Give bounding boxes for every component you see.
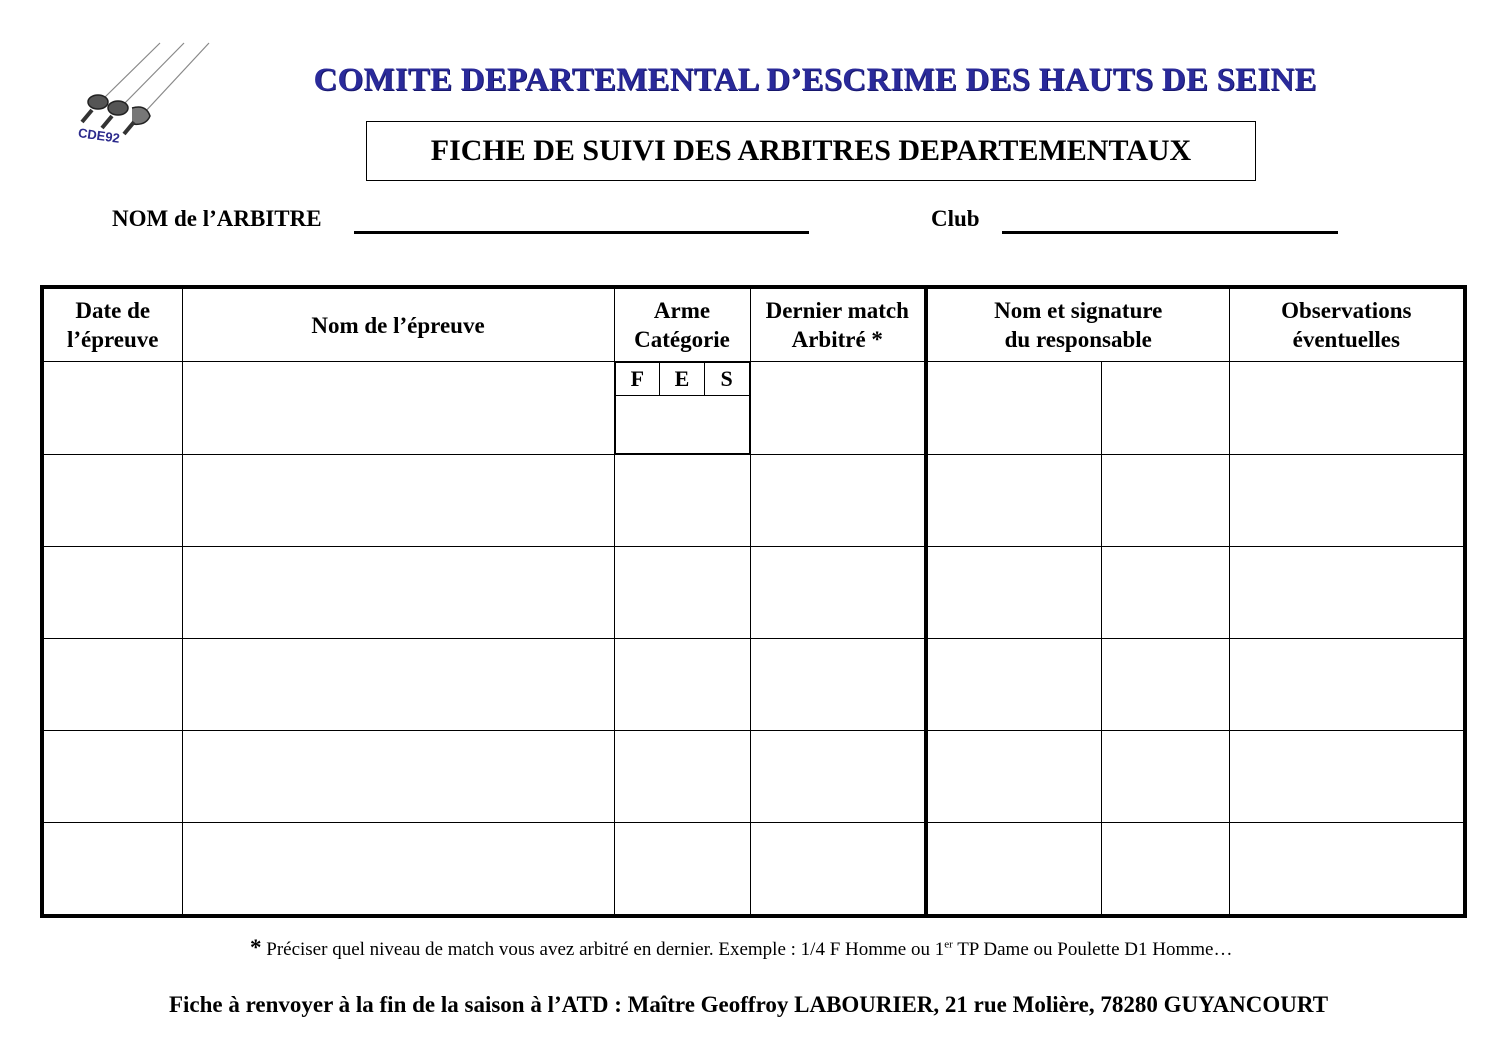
cell-event-name[interactable] bbox=[182, 638, 614, 730]
form-subtitle: FICHE DE SUIVI DES ARBITRES DEPARTEMENTAUX bbox=[430, 134, 1192, 167]
cell-last-match[interactable] bbox=[750, 822, 926, 916]
referee-name-label: NOM de l’ARBITRE bbox=[112, 206, 322, 231]
cell-event-name[interactable] bbox=[182, 546, 614, 638]
cell-observations[interactable] bbox=[1229, 362, 1465, 455]
header-date: Date de l’épreuve bbox=[42, 287, 182, 362]
cell-date[interactable] bbox=[42, 730, 182, 822]
cell-signature[interactable] bbox=[1101, 730, 1229, 822]
cell-weapon-category[interactable] bbox=[614, 546, 750, 638]
cell-responsible-name[interactable] bbox=[926, 638, 1101, 730]
cell-date[interactable] bbox=[42, 822, 182, 916]
header-observations: Observations éventuelles bbox=[1229, 287, 1465, 362]
header-signature: Nom et signature du responsable bbox=[926, 287, 1229, 362]
logo-text: CDE92 bbox=[77, 125, 121, 146]
cell-responsible-name[interactable] bbox=[926, 455, 1101, 547]
header-weapon-category: Arme Catégorie bbox=[614, 287, 750, 362]
cell-signature[interactable] bbox=[1101, 455, 1229, 547]
cell-signature[interactable] bbox=[1101, 546, 1229, 638]
cell-date[interactable] bbox=[42, 638, 182, 730]
cell-event-name[interactable] bbox=[182, 362, 614, 455]
weapon-letter-s: S bbox=[704, 363, 749, 396]
return-address: Fiche à renvoyer à la fin de la saison à l’ATD : Maître Geoffroy LABOURIER, 21 rue Molière, 78280 GUYANCOURT bbox=[168, 992, 1329, 1017]
cell-responsible-name[interactable] bbox=[926, 822, 1101, 916]
cell-event-name[interactable] bbox=[182, 822, 614, 916]
cell-weapon-category[interactable] bbox=[614, 638, 750, 730]
cell-signature[interactable] bbox=[1101, 362, 1229, 455]
footnote: * Préciser quel niveau de match vous avez arbitré en dernier. Exemple : 1/4 F Homme ou 1er TP Dame ou Poulette D1 Homme… bbox=[250, 935, 1233, 960]
table-row bbox=[42, 362, 1465, 455]
cell-date[interactable] bbox=[42, 362, 182, 455]
cell-observations[interactable] bbox=[1229, 730, 1465, 822]
table-row bbox=[42, 638, 1465, 730]
weapon-fes-subtable bbox=[615, 362, 750, 454]
cell-event-name[interactable] bbox=[182, 730, 614, 822]
table-row bbox=[42, 546, 1465, 638]
footnote-star: * bbox=[250, 935, 262, 960]
cell-weapon-category[interactable] bbox=[614, 455, 750, 547]
cell-observations[interactable] bbox=[1229, 455, 1465, 547]
header-event-name: Nom de l’épreuve bbox=[182, 287, 614, 362]
table-header-row bbox=[42, 287, 1465, 362]
cell-date[interactable] bbox=[42, 455, 182, 547]
cell-observations[interactable] bbox=[1229, 546, 1465, 638]
header-last-match: Dernier match Arbitré * bbox=[750, 287, 926, 362]
cell-last-match[interactable] bbox=[750, 730, 926, 822]
cell-last-match[interactable] bbox=[750, 455, 926, 547]
cell-weapon-category[interactable] bbox=[614, 822, 750, 916]
cell-observations[interactable] bbox=[1229, 638, 1465, 730]
table-row bbox=[42, 822, 1465, 916]
table-row bbox=[42, 455, 1465, 547]
cell-responsible-name[interactable] bbox=[926, 730, 1101, 822]
cell-date[interactable] bbox=[42, 546, 182, 638]
cell-observations[interactable] bbox=[1229, 822, 1465, 916]
cell-responsible-name[interactable] bbox=[926, 362, 1101, 455]
cell-weapon-category[interactable] bbox=[614, 730, 750, 822]
cell-weapon-category[interactable] bbox=[614, 362, 750, 455]
page-title: COMITE DEPARTEMENTAL D’ESCRIME DES HAUTS DE SEINE bbox=[313, 62, 1317, 98]
club-label: Club bbox=[931, 206, 980, 231]
weapon-letter-e: E bbox=[660, 363, 705, 396]
referee-log-table bbox=[40, 285, 1467, 918]
cell-signature[interactable] bbox=[1101, 638, 1229, 730]
club-line[interactable] bbox=[1002, 231, 1338, 234]
form-subtitle-box bbox=[366, 121, 1256, 181]
cell-event-name[interactable] bbox=[182, 455, 614, 547]
cell-last-match[interactable] bbox=[750, 546, 926, 638]
cell-signature[interactable] bbox=[1101, 822, 1229, 916]
cell-last-match[interactable] bbox=[750, 638, 926, 730]
cell-responsible-name[interactable] bbox=[926, 546, 1101, 638]
cell-last-match[interactable] bbox=[750, 362, 926, 455]
weapon-letter-f: F bbox=[615, 363, 660, 396]
table-row bbox=[42, 730, 1465, 822]
referee-name-line[interactable] bbox=[354, 231, 809, 234]
